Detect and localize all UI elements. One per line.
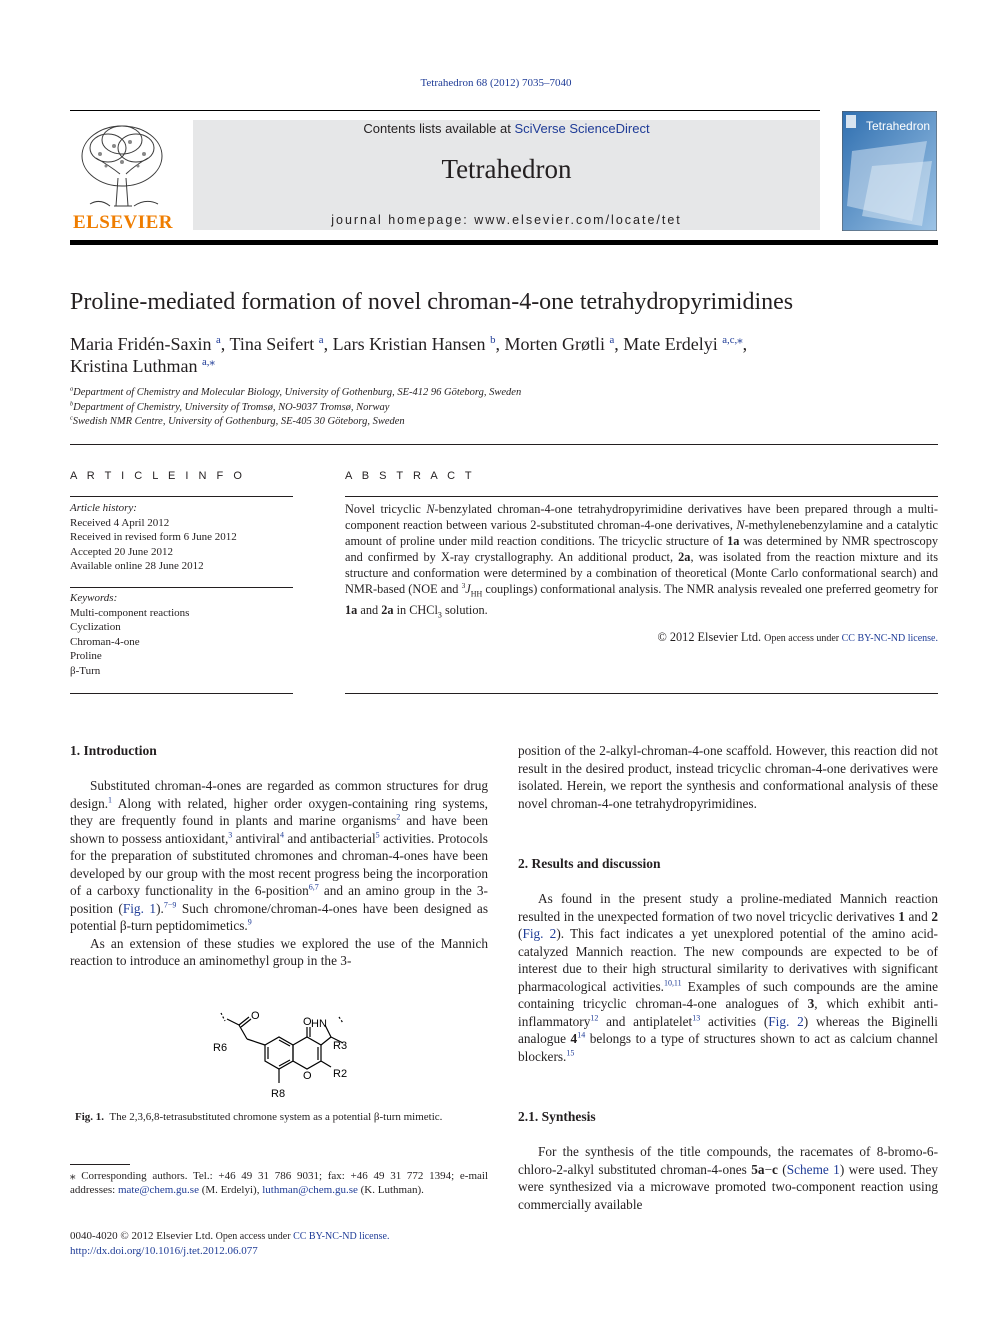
figure-reference-link[interactable]: Scheme 1 — [786, 1161, 840, 1177]
reference-citation[interactable]: 10,11 — [663, 978, 682, 988]
reference-citation[interactable]: 1 — [108, 795, 113, 805]
r3-label: R3 — [333, 1040, 348, 1052]
doi-link[interactable]: http://dx.doi.org/10.1016/j.tet.2012.06.077 — [70, 1245, 258, 1257]
reference-citation[interactable]: 2 — [396, 812, 401, 822]
keyword: β-Turn — [70, 664, 101, 677]
keywords-label: Keywords: — [70, 592, 118, 604]
r2-label: R2 — [333, 1068, 348, 1080]
figure-reference-link[interactable]: Fig. 2 — [522, 926, 557, 941]
figure-1-caption: Fig. 1. The 2,3,6,8-tetrasubstituted chromone system as a potential β-turn mimetic. — [75, 1111, 443, 1123]
abstract-text: Novel tricyclic N-benzylated chroman-4-one tetrahydropyrimidine derivatives have been prepared through a multi-component reaction between various 2-substituted chroman-4-one derivatives, N-methylenebenzylamine and a catalytic amount of proline under mild reaction conditions. The tricyclic structure of 1a was determined by NMR spectroscopy and confirmed by X-ray crystallography. An additional product, 2a, was isolated from the reaction mixture and its structure and conformation were determined by a combination of theoretical (Monte Carlo conformational search) and NMR-based (NOE and $^3J_{HH}$ couplings) conformational analysis. The NMR analysis revealed one preferred geometry for 1a and 2a in CHCl$_3$ solution. — [345, 502, 938, 620]
author-name[interactable]: Tina Seifert — [229, 334, 319, 354]
reference-citation[interactable]: 13 — [692, 1013, 701, 1023]
keywords-block — [70, 591, 293, 678]
intro-continued: position of the 2-alkyl-chroman-4-one scaffold. However, this reaction did not result in the desired product, instead tricyclic chroman-4-one derivatives were isolated. Herein, we report the synthesis and conformational analysis of these novel chroman-4-one tetrahydropyrimidines. — [518, 743, 938, 811]
license-link[interactable]: CC BY-NC-ND license. — [841, 633, 938, 644]
synthesis-heading: 2.1. Synthesis — [518, 1109, 596, 1124]
history-label: Article history: — [70, 502, 137, 514]
keyword: Proline — [70, 650, 102, 662]
carbonyl-o-label: O — [303, 1016, 312, 1028]
synthesis-paragraph: For the synthesis of the title compounds, the racemates of 8-bromo-6-chloro-2-alkyl substituted chroman-4-ones 5a−c (Scheme 1) were used. They were synthesized via a microwave promoted two-component reaction using commercially available — [518, 1144, 938, 1212]
elsevier-logo[interactable] — [70, 118, 176, 233]
email-luthman-link[interactable]: luthman@chem.gu.se — [262, 1184, 358, 1196]
intro-heading: 1. Introduction — [70, 743, 157, 758]
history-revised: Received in revised form 6 June 2012 — [70, 531, 237, 543]
journal-citation[interactable]: Tetrahedron 68 (2012) 7035–7040 — [420, 77, 572, 89]
author-list: Maria Fridén-Saxin $^a$, Tina Seifert $^a$, Lars Kristian Hansen $^b$, Morten Grøtli $^a$, Mate Erdelyi $^{a,c,⁎}$, Kristina Luthman $^{a,⁎}$ — [70, 334, 748, 376]
sciencedirect-link[interactable]: SciVerse ScienceDirect — [514, 121, 650, 136]
history-received: Received 4 April 2012 — [70, 516, 170, 529]
r6-label: R6 — [213, 1042, 228, 1054]
issn-line: 0040-4020 © 2012 Elsevier Ltd. Open access under CC BY-NC-ND license. http://dx.doi.org/10.1016/j.tet.2012.06.077 — [70, 1230, 390, 1257]
compound-number: 4 — [570, 1031, 578, 1046]
chromone-structure-icon — [205, 1005, 375, 1105]
author-name[interactable]: Morten Grøtli — [504, 334, 610, 354]
history-online: Available online 28 June 2012 — [70, 560, 204, 572]
keyword: Multi-component reactions — [70, 606, 190, 619]
ketone-o-label: O — [251, 1010, 260, 1022]
figure-reference-link[interactable]: Fig. 2 — [768, 1013, 804, 1029]
article-info-heading: A R T I C L E I N F O — [70, 470, 246, 482]
reference-citation[interactable]: 14 — [577, 1030, 586, 1040]
journal-cover[interactable] — [842, 111, 937, 231]
history-accepted: Accepted 20 June 2012 — [70, 545, 173, 558]
keyword: Chroman-4-one — [70, 635, 140, 648]
author-affiliation-marker: a — [215, 334, 221, 346]
results-paragraph: As found in the present study a proline-mediated Mannich reaction resulted in the unexpected formation of two novel tricyclic derivatives 1 and 2 (Fig. 2). This fact indicates a yet unexplored potential of the amino acid-catalyzed Mannich reaction. The new compounds are expected to be of interest due to their high structural similarity to derivatives with significant pharmacological activities.$^{10,11}$ Examples of such compounds are the amine containing tricyclic chroman-4-one analogues of 3, which exhibit anti-inflammatory$^{12}$ and antiplatelet$^{13}$ activities (Fig. 2) whereas the Biginelli analogue $4^{14}$ belongs to a type of structures shown to act as calcium channel blockers.$^{15}$ — [518, 891, 939, 1064]
keywords-rule — [70, 587, 293, 588]
bottom-license-link[interactable]: CC BY-NC-ND license. — [293, 1231, 390, 1242]
affiliation-b: $^b$Department of Chemistry, University of Tromsø, NO-9037 Tromsø, Norway — [70, 400, 390, 413]
figure-1-structure — [205, 1005, 375, 1105]
abstract-rule — [345, 496, 938, 497]
reference-citation[interactable]: 5 — [375, 830, 380, 840]
compound-number: c — [772, 1161, 778, 1177]
reference-citation[interactable]: 4 — [279, 830, 284, 840]
author-name[interactable]: Kristina Luthman — [70, 356, 202, 376]
affiliation-a: $^a$Department of Chemistry and Molecular Biology, University of Gothenburg, SE-412 96 Göteborg, Sweden — [70, 385, 522, 398]
compound-number: 2 — [931, 908, 938, 924]
author-name[interactable]: Mate Erdelyi — [623, 334, 723, 354]
reference-citation[interactable]: 7−9 — [163, 900, 177, 910]
author-affiliation-marker: a,⁎ — [201, 356, 215, 368]
article-info-bottom-rule — [70, 693, 293, 694]
masthead-rule — [70, 110, 820, 111]
results-heading: 2. Results and discussion — [518, 856, 661, 871]
corresponding-author-footnote: ⁎ Corresponding authors. Tel.: +46 49 31 786 9031; fax: +46 49 31 772 1394; e-mail addresses: mate@chem.gu.se (M. Erdelyi), luthman@chem.gu.se (K. Luthman). — [70, 1170, 488, 1196]
journal-name: Tetrahedron — [441, 154, 572, 184]
intro-paragraph-1: Substituted chroman-4-ones are regarded as common structures for drug design.$^1$ Along with related, higher order oxygen-containing ring systems, they are frequently found in plants and marine organisms$^2$ and have been shown to possess antioxidant,$^3$ antiviral$^4$ and antibacterial$^5$ activities. Protocols for the preparation of substituted chromones and chroman-4-ones have been developed by our group with the most recent progress being the incorporation of a carboxy functionality in the 6-position$^{6,7}$ and an amino group in the 3-position (Fig. 1).$^{7-9}$ Such chromone/chroman-4-ones have been designed as potential β-turn peptidomimetics.$^9$ As an extension of these studies we explored the use of the Mannich reaction to introduce an aminomethyl group in the 3- — [70, 778, 489, 968]
header-thick-rule — [70, 240, 938, 245]
reference-citation[interactable]: 15 — [566, 1048, 575, 1058]
cover-title: Tetrahedron — [866, 119, 931, 133]
reference-citation[interactable]: 12 — [590, 1013, 599, 1023]
email-erdelyi-link[interactable]: mate@chem.gu.se — [117, 1184, 199, 1196]
author-name[interactable]: Maria Fridén-Saxin — [70, 334, 216, 354]
intro-paragraph-2: As an extension of these studies we explored the use of the Mannich reaction to introduce an aminomethyl group in the 3- — [70, 935, 488, 968]
figure-reference-link[interactable]: Fig. 1 — [122, 900, 157, 916]
compound-number: 3 — [807, 996, 815, 1011]
abstract-bottom-rule — [345, 693, 938, 694]
reference-citation[interactable]: 6,7 — [308, 882, 319, 892]
contents-prefix: Contents lists available at — [363, 121, 515, 136]
ring-o-label: O — [303, 1070, 312, 1082]
affiliation-c: $^c$Swedish NMR Centre, University of Gothenburg, SE-405 30 Göteborg, Sweden — [70, 414, 405, 427]
abstract-heading: A B S T R A C T — [345, 470, 476, 482]
compound-number: 5a — [751, 1161, 765, 1177]
keyword: Cyclization — [70, 621, 121, 633]
r8-label: R8 — [271, 1088, 286, 1100]
article-history — [70, 501, 293, 574]
article-title: Proline-mediated formation of novel chroman-4-one tetrahydropyrimidines — [70, 289, 794, 315]
elsevier-wordmark: ELSEVIER — [72, 212, 174, 233]
author-affiliation-marker: a — [318, 334, 324, 346]
author-affiliation-marker: a — [609, 334, 615, 346]
reference-citation[interactable]: 9 — [247, 917, 252, 927]
author-affiliation-marker: a,c,⁎ — [722, 334, 743, 346]
journal-homepage[interactable]: journal homepage: www.elsevier.com/locate/tet — [331, 213, 682, 227]
footnote-rule — [70, 1164, 130, 1165]
contents-line — [193, 121, 820, 136]
article-info-rule — [70, 496, 293, 497]
hn-label: HN — [311, 1018, 327, 1030]
author-affiliation-marker: b — [490, 334, 496, 346]
affiliation-rule — [70, 444, 938, 445]
author-name[interactable]: Lars Kristian Hansen — [332, 334, 491, 354]
reference-citation[interactable]: 3 — [228, 830, 233, 840]
compound-number: 1 — [898, 908, 905, 924]
abstract-copyright: © 2012 Elsevier Ltd. Open access under CC BY-NC-ND license. — [657, 630, 938, 644]
